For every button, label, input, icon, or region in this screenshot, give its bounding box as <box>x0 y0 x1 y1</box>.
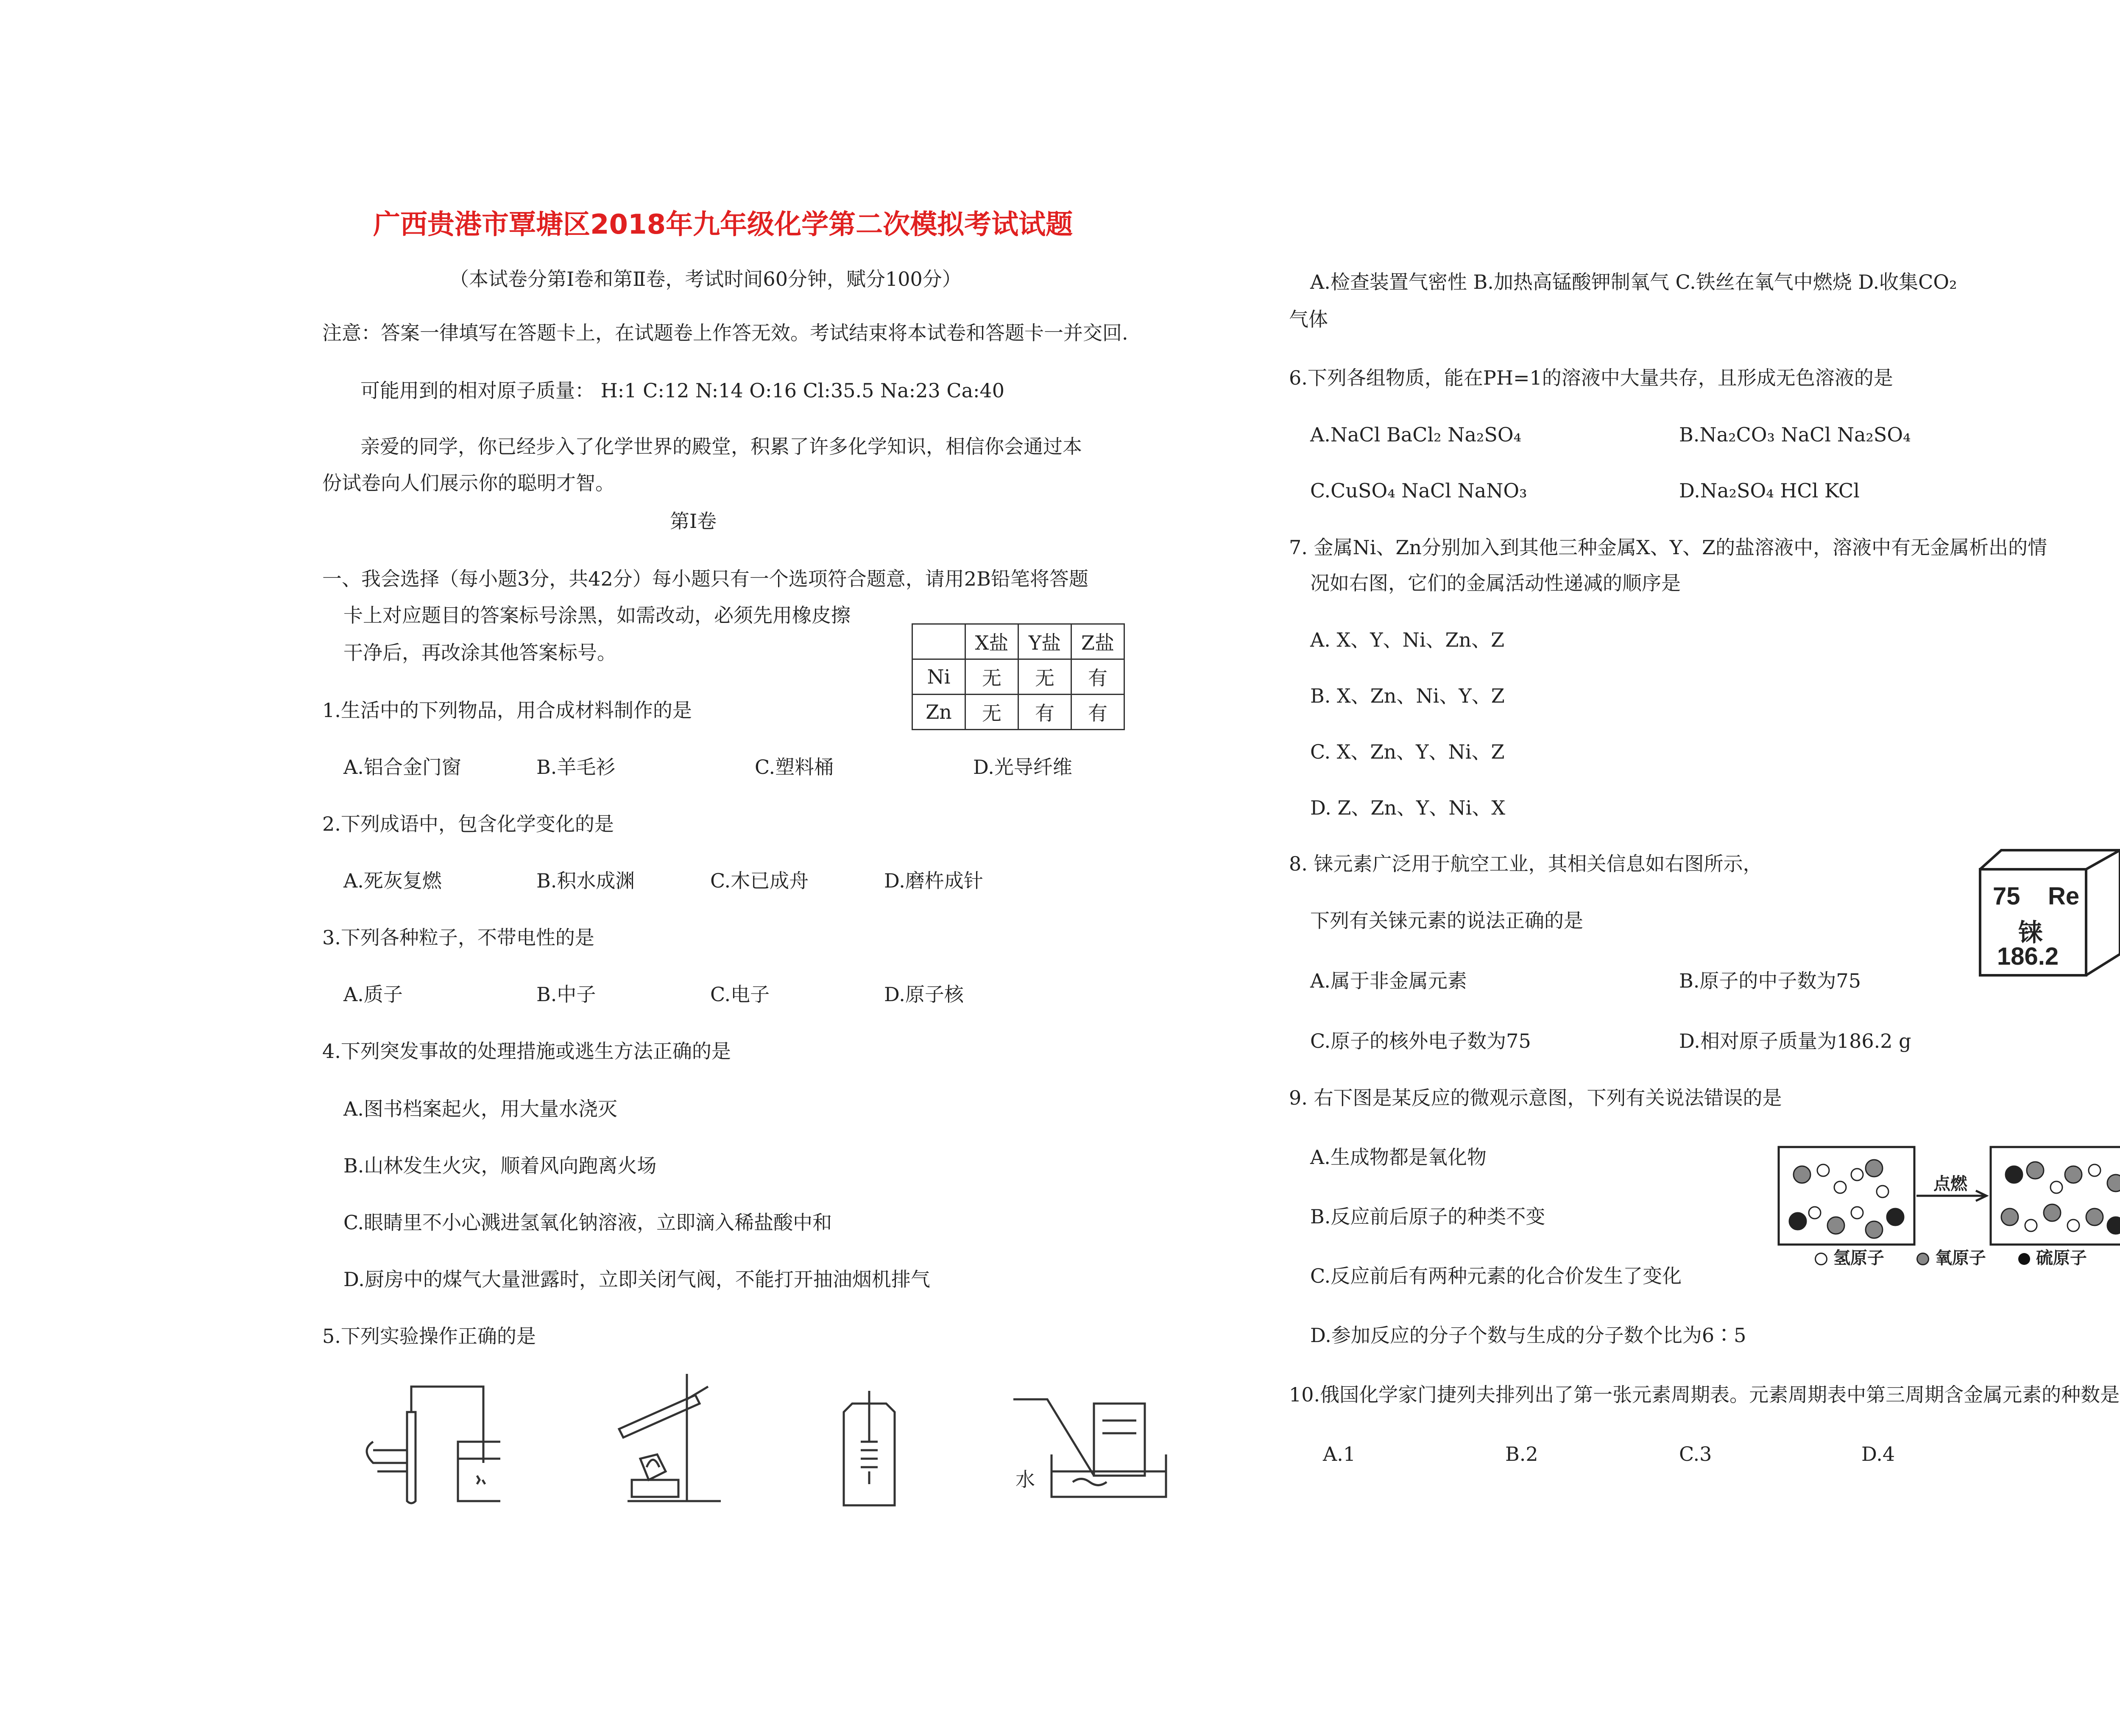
water-label: 水 <box>1015 1468 1035 1491</box>
question-8-stem-line-1: 8. 铼元素广泛用于航空工业，其相关信息如右图所示， <box>1289 852 1763 875</box>
table-cell: 无 <box>965 695 1018 730</box>
q7-option-c: C. X、Zn、Y、Ni、Z <box>1310 740 1505 763</box>
q2-option-d: D.磨杵成针 <box>884 869 983 892</box>
apparatus-airtightness-icon <box>348 1378 500 1505</box>
q1-option-a: A.铝合金门窗 <box>343 756 461 779</box>
table-cell: Zn <box>912 695 965 730</box>
table-cell: 无 <box>965 659 1018 695</box>
q2-option-c: C.木已成舟 <box>710 869 809 892</box>
question-3-stem: 3.下列各种粒子，不带电性的是 <box>322 926 594 949</box>
legend-oxygen-label: 氧原子 <box>1935 1248 1986 1268</box>
question-5-stem: 5.下列实验操作正确的是 <box>322 1325 536 1348</box>
q3-option-b: B.中子 <box>536 983 596 1006</box>
q8-option-a: A.属于非金属元素 <box>1310 969 1467 992</box>
oxygen-atom-icon <box>1916 1253 1929 1265</box>
q6-option-c: C.CuSO₄ NaCl NaNO₃ <box>1310 479 1527 502</box>
legend-hydrogen <box>1815 1245 1884 1269</box>
question-7-stem-line-1: 7. 金属Ni、Zn分别加入到其他三种金属X、Y、Z的盐溶液中，溶液中有无金属析出的情 <box>1289 536 2047 559</box>
intro-line-2: 份试卷向人们展示你的聪明才智。 <box>322 472 615 494</box>
table-cell: 有 <box>1071 659 1124 695</box>
q3-option-c: C.电子 <box>710 983 770 1006</box>
q6-option-d: D.Na₂SO₄ HCl KCl <box>1679 479 1860 502</box>
q7-option-b: B. X、Zn、Ni、Y、Z <box>1310 684 1505 707</box>
salt-table <box>912 623 1125 730</box>
q4-option-a: A.图书档案起火，用大量水浇灭 <box>343 1097 617 1120</box>
q1-option-d: D.光导纤维 <box>973 756 1072 779</box>
q5-options-line-1: A.检查装置气密性 B.加热高锰酸钾制氧气 C.铁丝在氧气中燃烧 D.收集CO₂ <box>1310 271 1957 293</box>
element-symbol: Re <box>2048 882 2080 910</box>
q9-option-b: B.反应前后原子的种类不变 <box>1310 1205 1545 1228</box>
q5-options-line-2: 气体 <box>1289 308 1328 331</box>
element-mass: 186.2 <box>1997 943 2059 970</box>
table-cell: Y盐 <box>1018 624 1071 659</box>
q4-option-b: B.山林发生火灾，顺着风向跑离火场 <box>343 1154 657 1177</box>
question-6-stem: 6.下列各组物质，能在PH=1的溶液中大量共存，且形成无色溶液的是 <box>1289 366 1893 389</box>
section1-line-1: 一、我会选择（每小题3分，共42分）每小题只有一个选项符合题意，请用2B铅笔将答题 <box>322 567 1088 590</box>
question-2-stem: 2.下列成语中，包含化学变化的是 <box>322 812 614 835</box>
q3-option-d: D.原子核 <box>884 983 964 1006</box>
table-cell: Z盐 <box>1071 624 1124 659</box>
q4-option-c: C.眼睛里不小心溅进氢氧化钠溶液，立即滴入稀盐酸中和 <box>343 1211 832 1234</box>
table-cell: 有 <box>1018 695 1071 730</box>
apparatus-heating-icon <box>611 1370 738 1510</box>
q2-option-b: B.积水成渊 <box>536 869 635 892</box>
notice: 注意：答案一律填写在答题卡上，在试题卷上作答无效。考试结束将本试卷和答题卡一并交回. <box>322 321 1128 344</box>
table-cell: X盐 <box>965 624 1018 659</box>
hydrogen-atom-icon <box>1815 1253 1827 1265</box>
table-cell: 无 <box>1018 659 1071 695</box>
table-cell: 有 <box>1071 695 1124 730</box>
sulfur-atom-icon <box>2018 1253 2030 1265</box>
q9-option-a: A.生成物都是氧化物 <box>1310 1146 1487 1169</box>
q1-option-b: B.羊毛衫 <box>536 756 616 779</box>
section1-line-3: 干净后，再改涂其他答案标号。 <box>343 641 616 664</box>
table-cell: Ni <box>912 659 965 695</box>
q8-option-b: B.原子的中子数为75 <box>1679 969 1861 992</box>
exam-subtitle: （本试卷分第Ⅰ卷和第Ⅱ卷，考试时间60分钟，赋分100分） <box>449 268 962 290</box>
q7-option-a: A. X、Y、Ni、Zn、Z <box>1310 628 1505 651</box>
table-row <box>912 695 1124 730</box>
question-8-stem-line-2: 下列有关铼元素的说法正确的是 <box>1310 909 1583 932</box>
legend-sulfur <box>2018 1245 2087 1269</box>
question-4-stem: 4.下列突发事故的处理措施或逃生方法正确的是 <box>322 1040 731 1063</box>
question-1-stem: 1.生活中的下列物品，用合成材料制作的是 <box>322 699 692 722</box>
q8-option-c: C.原子的核外电子数为75 <box>1310 1030 1531 1052</box>
table-cell <box>912 624 965 659</box>
table-row <box>912 659 1124 695</box>
q10-option-a: A.1 <box>1323 1443 1356 1465</box>
page-title: 广西贵港市覃塘区2018年九年级化学第二次模拟考试试题 <box>373 209 1073 240</box>
element-number: 75 <box>1993 882 2020 910</box>
q4-option-d: D.厨房中的煤气大量泄露时，立即关闭气阀，不能打开抽油烟机排气 <box>343 1268 930 1291</box>
q6-option-b: B.Na₂CO₃ NaCl Na₂SO₄ <box>1679 423 1911 446</box>
question-9-stem: 9. 右下图是某反应的微观示意图，下列有关说法错误的是 <box>1289 1086 1782 1109</box>
question-7-stem-line-2: 况如右图，它们的金属活动性递减的顺序是 <box>1310 572 1681 594</box>
q10-option-c: C.3 <box>1679 1443 1712 1465</box>
q10-option-b: B.2 <box>1505 1443 1538 1465</box>
q7-option-d: D. Z、Zn、Y、Ni、X <box>1310 796 1506 819</box>
atomic-masses: 可能用到的相对原子质量： H:1 C:12 N:14 O:16 Cl:35.5 Na:23 Ca:40 <box>360 379 1005 402</box>
table-header-row <box>912 624 1124 659</box>
legend-hydrogen-label: 氢原子 <box>1833 1248 1884 1268</box>
intro-line-1: 亲爱的同学，你已经步入了化学世界的殿堂，积累了许多化学知识，相信你会通过本 <box>360 435 1082 458</box>
reaction-diagram <box>1777 1145 2120 1259</box>
q1-option-c: C.塑料桶 <box>755 756 834 779</box>
q8-option-d: D.相对原子质量为186.2 g <box>1679 1030 1911 1052</box>
question-10-stem: 10.俄国化学家门捷列夫排列出了第一张元素周期表。元素周期表中第三周期含金属元素的种数是 <box>1289 1383 2120 1406</box>
section1-line-2: 卡上对应题目的答案标号涂黑，如需改动，必须先用橡皮擦 <box>343 604 851 627</box>
apparatus-iron-wire-icon <box>831 1387 907 1510</box>
q6-option-a: A.NaCl BaCl₂ Na₂SO₄ <box>1310 423 1522 446</box>
volume-label: 第Ⅰ卷 <box>670 510 717 533</box>
reaction-arrow-label: 点燃 <box>1933 1174 1967 1194</box>
q3-option-a: A.质子 <box>343 983 403 1006</box>
q10-option-d: D.4 <box>1861 1443 1895 1465</box>
element-name: 铼 <box>2018 918 2043 947</box>
legend-oxygen <box>1916 1245 1986 1269</box>
q9-option-c: C.反应前后有两种元素的化合价发生了变化 <box>1310 1264 1682 1287</box>
q2-option-a: A.死灰复燃 <box>343 869 442 892</box>
legend-sulfur-label: 硫原子 <box>2036 1248 2087 1268</box>
q9-option-d: D.参加反应的分子个数与生成的分子数个比为6∶5 <box>1310 1324 1746 1347</box>
